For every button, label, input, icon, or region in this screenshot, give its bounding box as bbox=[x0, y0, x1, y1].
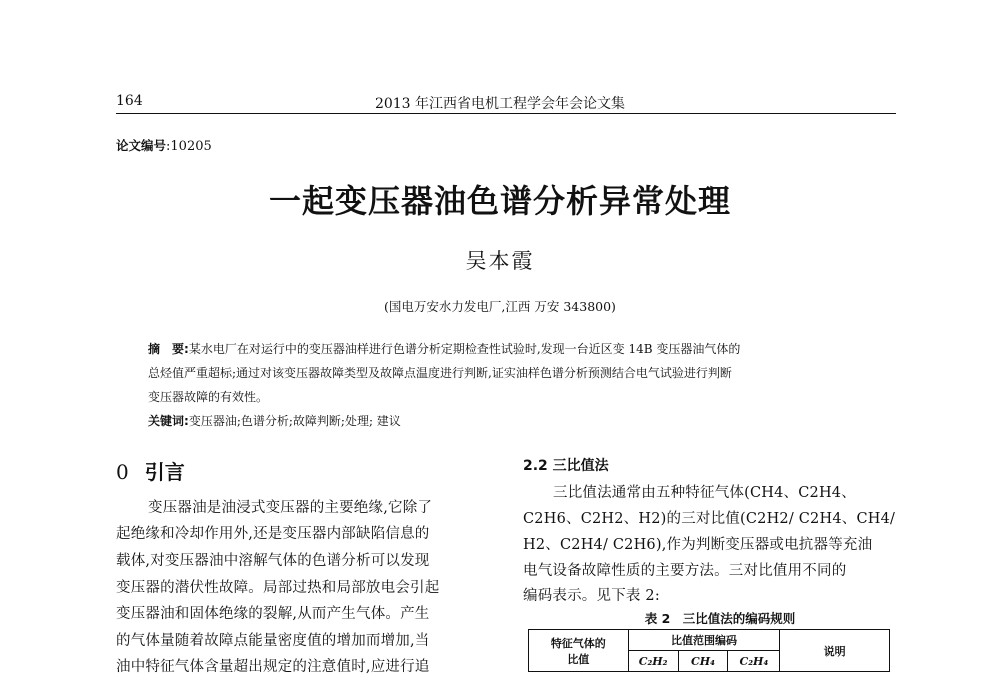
header-rule bbox=[116, 113, 896, 114]
abstract-line bbox=[148, 340, 740, 357]
section-title: 引言 bbox=[144, 460, 185, 484]
body-line: 三比值法通常由五种特征气体(CH4、C2H4、 bbox=[553, 485, 856, 501]
body-line: 电气设备故障性质的主要方法。三对比值用不同的 bbox=[523, 563, 847, 579]
abstract-line: 变压器故障的有效性。 bbox=[148, 390, 269, 404]
keywords bbox=[148, 412, 401, 429]
table-header-feature-text: 特征气体的 bbox=[550, 636, 606, 650]
table-gas-col: CH₄ bbox=[678, 651, 728, 672]
paper-id-value: :10205 bbox=[166, 139, 212, 154]
section-number: 0 bbox=[116, 460, 129, 484]
body-line: 起绝缘和冷却作用外,还是变压器内部缺陷信息的 bbox=[116, 526, 430, 542]
affiliation: (国电万安水力发电厂,江西 万安 343800) bbox=[384, 299, 616, 314]
table-gas-col: C₂H₂ bbox=[628, 651, 678, 672]
body-line: H2、C2H4/ C2H6),作为判断变压器或电抗器等充油 bbox=[523, 537, 873, 553]
abstract-label: 摘 要: bbox=[148, 342, 189, 356]
table-header-group: 比值范围编码 bbox=[628, 630, 780, 651]
table-header-feature-cont: 比值 bbox=[567, 652, 590, 666]
section-heading-ratio-method: 2.2 三比值法 bbox=[523, 458, 609, 474]
keywords-value: 变压器油;色谱分析;故障判断;处理; 建议 bbox=[188, 414, 401, 428]
paper-id bbox=[116, 136, 212, 154]
keywords-label: 关键词: bbox=[148, 414, 189, 428]
table-caption: 表 2 三比值法的编码规则 bbox=[644, 611, 796, 626]
ratio-code-table bbox=[528, 629, 890, 672]
body-line: 编码表示。见下表 2: bbox=[523, 588, 660, 604]
body-line: 变压器的潜伏性故障。局部过热和局部放电会引起 bbox=[116, 580, 440, 596]
table-gas-col: C₂H₄ bbox=[728, 651, 780, 672]
body-line: 变压器油是油浸式变压器的主要绝缘,它除了 bbox=[148, 500, 433, 516]
body-line: 油中特征气体含量超出规定的注意值时,应进行追 bbox=[116, 659, 430, 675]
running-header: 2013 年江西省电机工程学会年会论文集 bbox=[374, 96, 626, 112]
body-line: 的气体量随着故障点能量密度值的增加而增加,当 bbox=[116, 633, 430, 649]
abstract-line: 总烃值严重超标;通过对该变压器故障类型及故障点温度进行判断,证实油样色谱分析预测结合电气试验进行判断 bbox=[148, 366, 732, 380]
abstract-text: 某水电厂在对运行中的变压器油样进行色谱分析定期检查性试验时,发现一台近区变 14B 变压器油气体的 bbox=[188, 342, 741, 356]
body-line: 载体,对变压器油中溶解气体的色谱分析可以发现 bbox=[116, 553, 430, 569]
page-number: 164 bbox=[116, 93, 143, 109]
body-line: C2H6、C2H2、H2)的三对比值(C2H2/ C2H4、CH4/ bbox=[523, 511, 896, 527]
table-header-row bbox=[529, 630, 890, 651]
author: 吴本霞 bbox=[465, 249, 535, 273]
paper-title: 一起变压器油色谱分析异常处理 bbox=[268, 182, 731, 220]
body-line: 变压器油和固体绝缘的裂解,从而产生气体。产生 bbox=[116, 606, 430, 622]
paper-id-label: 论文编号 bbox=[116, 138, 167, 153]
table-header-note: 说明 bbox=[780, 630, 890, 672]
table-header-feature bbox=[529, 630, 629, 672]
section-heading-intro bbox=[116, 456, 185, 485]
